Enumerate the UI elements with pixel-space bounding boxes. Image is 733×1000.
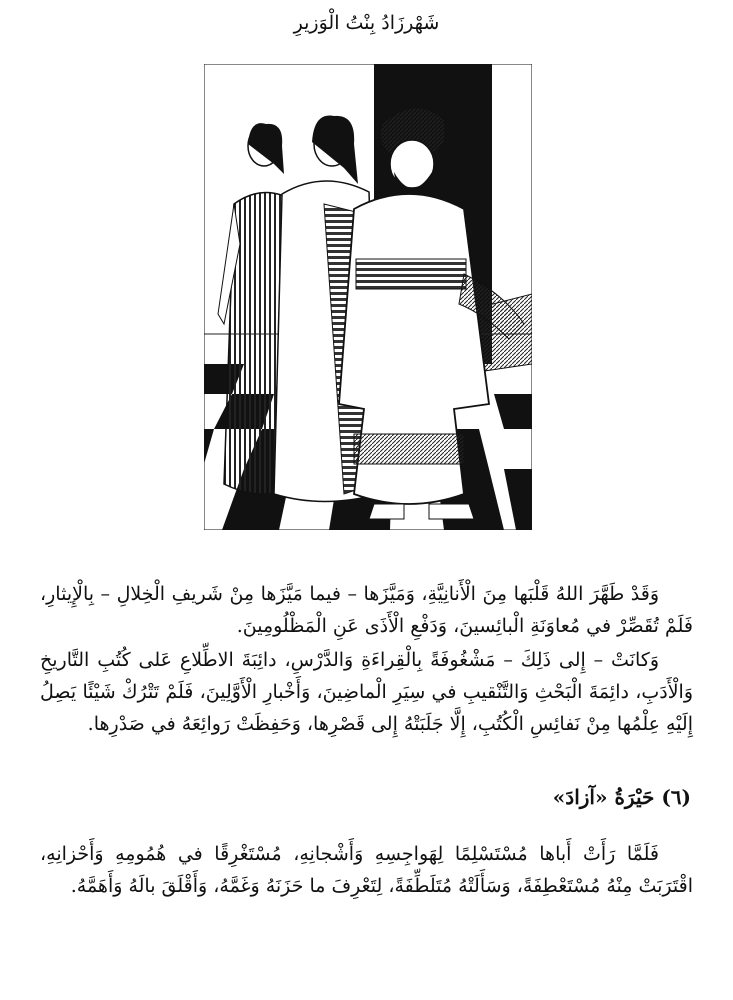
paragraph-3-text: فَلَمَّا رَأَتْ أَباها مُسْتَسْلِمًا لِهَواجِسِهِ وَأَشْجانِهِ، مُسْتَغْرِقًا في هُمُومِهِ وَأَحْزانِهِ، اقْتَرَبَتْ مِنْهُ مُسْتَعْطِفَةً، وَسَأَلَتْهُ مُتَلَطِّفَةً، لِتَعْرِفَ ما حَزَنَهُ وَغَمَّهُ، وَأَقْلَقَ بالَهُ وَأَهَمَّهُ. — [40, 843, 693, 897]
running-title: شَهْرزَادُ بِنْتُ الْوَزيرِ — [293, 12, 440, 34]
vizier-illustration — [204, 64, 532, 530]
paragraph-1 — [40, 578, 693, 642]
paragraph-2-text: وَكانَتْ – إِلى ذَلِكَ – مَشْغُوفَةً بِالْقِراءَةِ وَالدَّرْسِ، دائِبَةَ الاطِّلاعِ عَلى كُتُبِ التَّاريخِ وَالْأَدَبِ، دائِمَةَ الْبَحْثِ وَالتَّنْقيبِ في سِيَرِ الْماضِينَ، وَأَخْبارِ الْأَوَّلِينَ، فَلَمْ تَتْرُكْ شَيْئًا يَصِلُ إِلَيْهِ عِلْمُها مِنْ نَفائِسِ الْكُتُبِ، إِلَّا جَلَبَتْهُ إِلى قَصْرِها، وَحَفِظَتْ رَوائِعَهُ في صَدْرِها. — [40, 649, 693, 735]
paragraph-1-text: وَقَدْ طَهَّرَ اللهُ قَلْبَها مِنَ الْأَنانِيَّةِ، وَمَيَّزَها – فيما مَيَّزَها مِنْ شَريفِ الْخِلالِ – بِالْإِيثارِ، فَلَمْ تُقَصِّرْ في مُعاوَنَةِ الْبائِسينَ، وَدَفْعِ الْأَذَى عَنِ الْمَظْلُومِينَ. — [40, 583, 693, 637]
paragraph-2 — [40, 644, 693, 740]
paragraph-3 — [40, 838, 693, 902]
section-heading: (٦) حَيْرَةُ «آزادَ» — [552, 785, 691, 809]
